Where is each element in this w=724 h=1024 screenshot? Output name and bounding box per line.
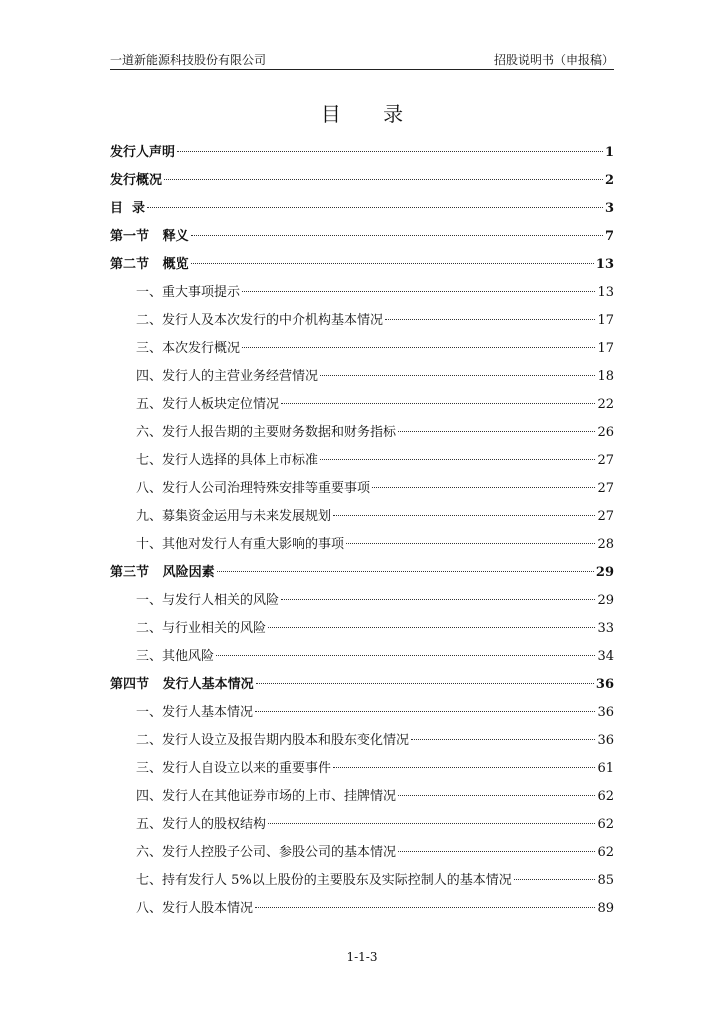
toc-dot-leader [242, 291, 595, 292]
toc-entry-page-number: 29 [595, 565, 614, 580]
toc-entry-label: 九、募集资金运用与未来发展规划 [136, 509, 332, 524]
toc-dot-leader [398, 851, 595, 852]
toc-entry[interactable] [110, 559, 614, 587]
toc-entry-label: 第三节 风险因素 [110, 565, 215, 580]
toc-entry-page-number: 89 [597, 901, 614, 916]
page-header [110, 50, 614, 68]
toc-entry-page-number: 85 [597, 873, 614, 888]
toc-entry-label: 七、发行人选择的具体上市标准 [136, 453, 319, 468]
toc-entry[interactable] [110, 363, 614, 391]
toc-entry-label: 二、发行人设立及报告期内股本和股东变化情况 [136, 733, 410, 748]
toc-entry-page-number: 2 [604, 173, 614, 188]
toc-entry[interactable] [110, 671, 614, 699]
toc-entry[interactable] [110, 419, 614, 447]
toc-entry[interactable] [110, 279, 614, 307]
toc-entry-label: 二、发行人及本次发行的中介机构基本情况 [136, 313, 384, 328]
toc-entry-page-number: 36 [597, 705, 614, 720]
toc-dot-leader [255, 907, 595, 908]
toc-entry-page-number: 62 [597, 789, 614, 804]
table-of-contents [110, 139, 614, 923]
toc-entry[interactable] [110, 811, 614, 839]
toc-entry[interactable] [110, 839, 614, 867]
toc-dot-leader [191, 263, 594, 264]
toc-entry-page-number: 22 [597, 397, 614, 412]
toc-title: 目 录 [320, 102, 422, 126]
toc-entry[interactable] [110, 895, 614, 923]
toc-dot-leader [281, 599, 595, 600]
toc-dot-leader [268, 627, 595, 628]
toc-entry-page-number: 36 [595, 677, 614, 692]
toc-entry-page-number: 33 [597, 621, 614, 636]
toc-entry-page-number: 3 [604, 201, 614, 216]
toc-dot-leader [164, 179, 603, 180]
toc-entry[interactable] [110, 867, 614, 895]
toc-entry-label: 二、与行业相关的风险 [136, 621, 267, 636]
header-company-name: 一道新能源科技股份有限公司 [110, 53, 267, 67]
toc-entry-page-number: 62 [597, 845, 614, 860]
toc-entry[interactable] [110, 615, 614, 643]
toc-entry-page-number: 17 [597, 313, 614, 328]
toc-entry[interactable] [110, 195, 614, 223]
toc-entry-label: 一、重大事项提示 [136, 285, 241, 300]
toc-entry-page-number: 17 [597, 341, 614, 356]
toc-dot-leader [398, 431, 595, 432]
toc-entry-label: 五、发行人板块定位情况 [136, 397, 280, 412]
toc-entry-label: 一、发行人基本情况 [136, 705, 254, 720]
toc-entry-label: 六、发行人控股子公司、参股公司的基本情况 [136, 845, 397, 860]
toc-entry-page-number: 36 [597, 733, 614, 748]
toc-entry[interactable] [110, 391, 614, 419]
toc-dot-leader [514, 879, 596, 880]
toc-dot-leader [242, 347, 595, 348]
toc-entry[interactable] [110, 307, 614, 335]
toc-entry-label: 八、发行人公司治理特殊安排等重要事项 [136, 481, 371, 496]
toc-entry-page-number: 7 [604, 229, 614, 244]
toc-entry[interactable] [110, 587, 614, 615]
toc-entry-page-number: 29 [597, 593, 614, 608]
toc-entry-page-number: 34 [597, 649, 614, 664]
toc-dot-leader [398, 795, 595, 796]
toc-entry-page-number: 1 [604, 145, 614, 160]
toc-dot-leader [320, 375, 595, 376]
toc-entry-label: 发行概况 [110, 173, 163, 188]
toc-entry[interactable] [110, 699, 614, 727]
toc-dot-leader [191, 235, 603, 236]
toc-dot-leader [333, 515, 595, 516]
toc-entry-label: 目 录 [110, 201, 146, 216]
toc-dot-leader [147, 207, 603, 208]
toc-dot-leader [268, 823, 595, 824]
toc-entry-page-number: 62 [597, 817, 614, 832]
toc-entry-label: 六、发行人报告期的主要财务数据和财务指标 [136, 425, 397, 440]
toc-entry-label: 四、发行人在其他证券市场的上市、挂牌情况 [136, 789, 397, 804]
toc-entry-label: 三、本次发行概况 [136, 341, 241, 356]
toc-entry-label: 十、其他对发行人有重大影响的事项 [136, 537, 345, 552]
toc-dot-leader [346, 543, 595, 544]
toc-entry-label: 第四节 发行人基本情况 [110, 677, 254, 692]
toc-entry-label: 八、发行人股本情况 [136, 901, 254, 916]
toc-entry-label: 第一节 释义 [110, 229, 189, 244]
toc-dot-leader [281, 403, 595, 404]
page-footer [0, 950, 724, 964]
toc-entry[interactable] [110, 167, 614, 195]
toc-entry-page-number: 28 [597, 537, 614, 552]
toc-entry[interactable] [110, 727, 614, 755]
toc-entry[interactable] [110, 503, 614, 531]
toc-dot-leader [411, 739, 595, 740]
toc-entry-page-number: 27 [597, 453, 614, 468]
toc-entry[interactable] [110, 531, 614, 559]
toc-entry-label: 四、发行人的主营业务经营情况 [136, 369, 319, 384]
toc-dot-leader [177, 151, 603, 152]
toc-entry-page-number: 61 [597, 761, 614, 776]
toc-entry-page-number: 13 [597, 285, 614, 300]
toc-entry[interactable] [110, 251, 614, 279]
toc-entry[interactable] [110, 447, 614, 475]
toc-dot-leader [216, 655, 595, 656]
header-document-type: 招股说明书（申报稿） [493, 53, 614, 67]
toc-entry-page-number: 26 [597, 425, 614, 440]
toc-entry[interactable] [110, 139, 614, 167]
toc-entry-label: 七、持有发行人 5%以上股份的主要股东及实际控制人的基本情况 [136, 873, 512, 888]
toc-entry-page-number: 27 [597, 509, 614, 524]
toc-entry-label: 发行人声明 [110, 145, 176, 160]
toc-entry[interactable] [110, 643, 614, 671]
toc-entry-page-number: 27 [597, 481, 614, 496]
toc-entry[interactable] [110, 335, 614, 363]
toc-dot-leader [256, 683, 594, 684]
toc-entry-label: 五、发行人的股权结构 [136, 817, 267, 832]
toc-entry-page-number: 18 [597, 369, 614, 384]
toc-entry[interactable] [110, 755, 614, 783]
toc-entry-page-number: 13 [595, 257, 614, 272]
header-divider [110, 69, 614, 70]
toc-dot-leader [320, 459, 595, 460]
toc-dot-leader [372, 487, 595, 488]
toc-entry-label: 第二节 概览 [110, 257, 189, 272]
toc-entry-label: 三、发行人自设立以来的重要事件 [136, 761, 332, 776]
toc-entry-label: 一、与发行人相关的风险 [136, 593, 280, 608]
footer-page-number: 1-1-3 [346, 950, 378, 964]
toc-entry-label: 三、其他风险 [136, 649, 215, 664]
toc-dot-leader [333, 767, 595, 768]
toc-dot-leader [385, 319, 595, 320]
toc-dot-leader [255, 711, 595, 712]
toc-entry[interactable] [110, 475, 614, 503]
toc-entry[interactable] [110, 783, 614, 811]
toc-dot-leader [217, 571, 594, 572]
toc-entry[interactable] [110, 223, 614, 251]
